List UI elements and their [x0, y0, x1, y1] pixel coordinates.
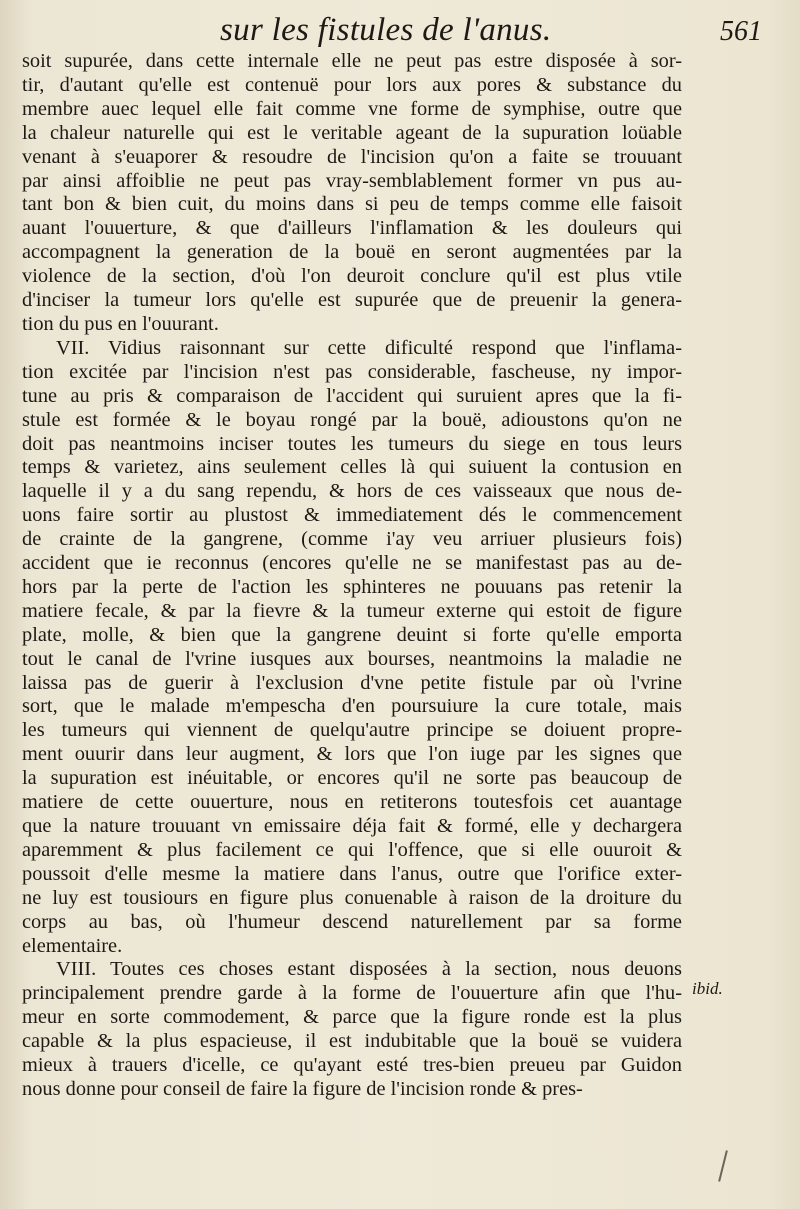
- text-line: [22, 600, 682, 624]
- text-line: [22, 193, 682, 217]
- line-text: elementaire.: [22, 934, 123, 957]
- text-line: [22, 74, 682, 98]
- text-line: [22, 624, 682, 648]
- text-line: [22, 863, 682, 887]
- text-line: [22, 719, 682, 743]
- line-text: meur en sorte commodement, & parce que la figure ronde est la plus: [22, 1006, 682, 1029]
- text-line: [22, 672, 682, 696]
- line-text: tion excitée par l'incision n'est pas considerable, fascheuse, ny impor-: [22, 360, 682, 383]
- line-text: ne luy est tousiours en figure plus conuenable à raison de la droiture du: [22, 886, 682, 909]
- text-line: [22, 839, 682, 863]
- text-line: [22, 337, 682, 361]
- text-line: [22, 170, 682, 194]
- text-line: [22, 504, 682, 528]
- text-line: [22, 409, 682, 433]
- line-text: Vidius raisonnant sur cette dificulté respond que l'inflama-: [107, 336, 683, 359]
- line-text: tir, d'autant qu'elle est contenuë pour lors aux pores & substance du: [22, 73, 682, 96]
- paragraph: [22, 958, 682, 1101]
- text-line: [22, 361, 682, 385]
- line-text: la chaleur naturelle qui est le veritable ageant de la supuration loüable: [22, 121, 682, 144]
- text-line: [22, 743, 682, 767]
- text-line: [22, 911, 682, 935]
- line-text: tout le canal de l'vrine iusques aux bourses, neantmoins la maladie ne: [22, 647, 682, 670]
- text-line: [22, 1054, 682, 1078]
- line-text: accompagnent la generation de la bouë en seront augmentées par la: [22, 241, 682, 264]
- line-text: sort, que le malade m'empescha d'en poursuiure la cure totale, mais: [22, 695, 682, 718]
- text-line: [22, 217, 682, 241]
- line-text: violence de la section, d'où l'on deuroit conclure qu'il est plus vtile: [22, 265, 682, 288]
- text-line: [22, 767, 682, 791]
- line-text: poussoit d'elle mesme la matiere dans l'anus, outre que l'orifice exter-: [22, 862, 682, 885]
- text-line: [22, 958, 682, 982]
- line-text: matiere de cette ouuerture, nous en retiterons toutesfois cet auantage: [22, 791, 682, 814]
- paragraph: [22, 50, 682, 337]
- line-text: capable & la plus espacieuse, il est indubitable que la bouë se vuidera: [22, 1030, 682, 1053]
- section-number: VII.: [56, 336, 90, 359]
- text-line: [22, 456, 682, 480]
- text-line: [22, 289, 682, 313]
- text-line: [22, 576, 682, 600]
- text-line: [22, 480, 682, 504]
- text-line: [22, 146, 682, 170]
- text-line: [22, 433, 682, 457]
- line-text: mieux à trauers d'icelle, ce qu'ayant esté tres-bien preueu par Guidon: [22, 1054, 682, 1077]
- page-number: 561: [720, 16, 762, 47]
- ink-mark: [718, 1150, 728, 1182]
- line-text: d'inciser la tumeur lors qu'elle est supurée que de preuenir la genera-: [22, 289, 682, 312]
- line-text: venant à s'euaporer & resoudre de l'incision qu'on a faite se trouuant: [22, 145, 682, 168]
- body-text: [22, 50, 682, 1102]
- line-text: temps & varietez, ains seulement celles là qui suiuent la contusion en: [22, 456, 682, 479]
- text-line: [22, 552, 682, 576]
- line-text: hors par la perte de l'action les sphinteres ne pouuans pas retenir la: [22, 575, 682, 598]
- line-text: tion du pus en l'ouurant.: [22, 312, 219, 335]
- line-text: laquelle il y a du sang rependu, & hors de ces vaisseaux que nous de-: [22, 480, 682, 503]
- text-line: [22, 815, 682, 839]
- line-text: aparemment & plus facilement ce qui l'offence, que si elle ouuroit &: [22, 838, 682, 861]
- line-text: les tumeurs qui viennent de quelqu'autre principe se doiuent propre-: [22, 719, 682, 742]
- text-line: [22, 122, 682, 146]
- page-header: [0, 10, 800, 50]
- text-line: [22, 695, 682, 719]
- line-text: par ainsi affoiblie ne peut pas vray-semblablement former vn pus au-: [22, 169, 682, 192]
- text-line: [22, 1078, 682, 1102]
- line-text: laissa pas de guerir à l'exclusion d'vne petite fistule par où l'vrine: [22, 671, 682, 694]
- text-line: [22, 50, 682, 74]
- text-line: [22, 982, 682, 1006]
- paragraph: [22, 337, 682, 959]
- text-line: [22, 887, 682, 911]
- line-text: auant l'ouuerture, & que d'ailleurs l'inflamation & les douleurs qui: [22, 217, 682, 240]
- text-line: [22, 528, 682, 552]
- running-title: sur les fistules de l'anus.: [220, 12, 552, 48]
- line-text: plate, molle, & bien que la gangrene deuint si forte qu'elle emporta: [22, 623, 682, 646]
- text-line: [22, 1030, 682, 1054]
- line-text: accident que ie reconnus (encores qu'elle ne se manifestast pas au de-: [22, 552, 682, 575]
- line-text: soit supurée, dans cette internale elle ne peut pas estre disposée à sor-: [22, 50, 682, 72]
- line-text: membre auec lequel elle fait comme vne forme de symphise, outre que: [22, 97, 682, 120]
- margin-note: ibid.: [692, 979, 723, 998]
- text-line: [22, 791, 682, 815]
- line-text: de crainte de la gangrene, (comme i'ay veu arriuer plusieurs fois): [22, 528, 682, 551]
- line-text: ment ouurir dans leur augment, & lors que l'on iuge par les signes que: [22, 743, 682, 766]
- line-text: uons faire sortir au plustost & immediatement dés le commencement: [22, 504, 682, 527]
- line-text: tant bon & bien cuit, du moins dans si peu de temps comme elle faisoit: [22, 193, 682, 216]
- text-line: [22, 1006, 682, 1030]
- line-text: matiere fecale, & par la fievre & la tumeur externe qui estoit de figure: [22, 599, 682, 622]
- line-text: principalement prendre garde à la forme de l'ouuerture afin que l'hu-: [22, 982, 682, 1005]
- text-line: [22, 313, 682, 337]
- text-line: [22, 935, 682, 959]
- line-text: nous donne pour conseil de faire la figure de l'incision ronde & pres-: [22, 1077, 583, 1100]
- text-line: [22, 648, 682, 672]
- line-text: Toutes ces choses estant disposées à la section, nous deuons: [110, 958, 682, 981]
- text-line: [22, 241, 682, 265]
- line-text: stule est formée & le boyau rongé par la bouë, adioustons qu'on ne: [22, 408, 682, 431]
- text-line: [22, 98, 682, 122]
- line-text: corps au bas, où l'humeur descend naturellement par sa forme: [22, 910, 682, 933]
- section-number: VIII.: [56, 958, 97, 981]
- line-text: doit pas neantmoins inciser toutes les tumeurs du siege en tous leurs: [22, 432, 682, 455]
- line-text: la supuration est inéuitable, or encores qu'il ne sorte pas beaucoup de: [22, 767, 682, 790]
- line-text: que la nature trouuant vn emissaire déja fait & formé, elle y dechargera: [22, 815, 682, 837]
- line-text: tune au pris & comparaison de l'accident qui suruient apres que la fi-: [22, 384, 682, 407]
- text-line: [22, 385, 682, 409]
- text-line: [22, 265, 682, 289]
